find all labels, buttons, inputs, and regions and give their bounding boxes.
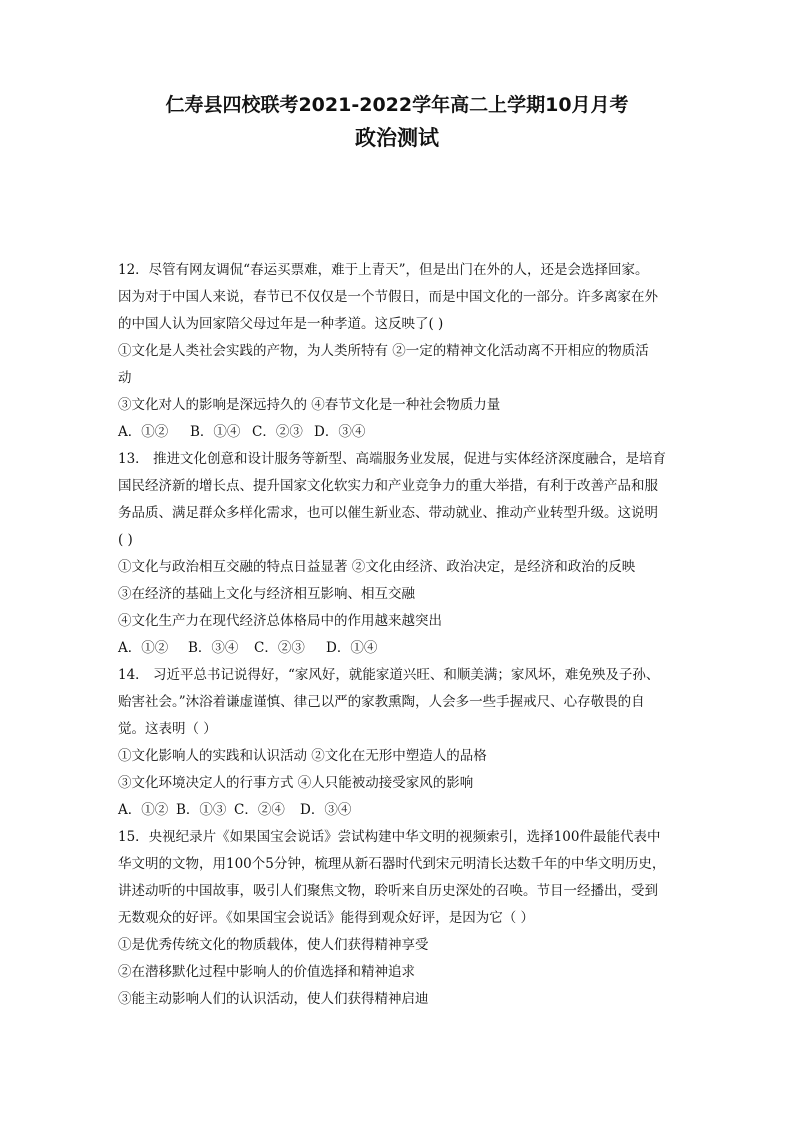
option-d: D．③④ <box>314 424 366 440</box>
question-stem-line: 觉。这表明（ ） <box>118 721 217 737</box>
statement-line: ③能主动影响人们的认识活动，使人们获得精神启迪 <box>118 991 429 1007</box>
option-b: B．①③ <box>176 802 227 818</box>
exam-title: 仁寿县四校联考2021-2022学年高二上学期10月月考 <box>165 94 629 116</box>
answer-options <box>118 797 680 824</box>
statement-line: 动 <box>118 370 132 386</box>
answer-options <box>118 635 680 662</box>
question-stem-line: 14． 习近平总书记说得好，“家风好，就能家道兴旺、和顺美满；家风坏，难免殃及子孙、 <box>118 667 660 683</box>
statement-line: ①文化与政治相互交融的特点日益显著 ②文化由经济、政治决定，是经济和政治的反映 <box>118 559 636 575</box>
exam-subtitle: 政治测试 <box>355 126 439 150</box>
question-stem-line: 的中国人认为回家陪父母过年是一种孝道。这反映了( ) <box>118 316 444 332</box>
option-c: C．②④ <box>234 802 285 818</box>
question-13 <box>118 446 680 662</box>
question-stem-line: 讲述动听的中国故事，吸引人们聚焦文物，聆听来自历史深处的召唤。节目一经播出，受到 <box>118 883 658 899</box>
option-b: B．③④ <box>188 640 239 656</box>
statement-line: ②在潜移默化过程中影响人的价值选择和精神追求 <box>118 964 415 980</box>
question-stem-line: 务品质、满足群众多样化需求，也可以催生新业态、带动就业、推动产业转型升级。这说明 <box>118 505 658 521</box>
question-15 <box>118 824 680 1013</box>
option-a: A．①② <box>118 640 169 656</box>
question-stem-line: 13． 推进文化创意和设计服务等新型、高端服务业发展，促进与实体经济深度融合，是培育 <box>118 451 666 467</box>
statement-line: ①文化影响人的实践和认识活动 ②文化在无形中塑造人的品格 <box>118 748 487 764</box>
statement-line: ①是优秀传统文化的物质载体，使人们获得精神享受 <box>118 937 429 953</box>
question-12 <box>118 257 680 446</box>
statement-line: ①文化是人类社会实践的产物，为人类所特有 ②一定的精神文化活动离不开相应的物质活 <box>118 343 649 359</box>
option-b: B．①④ <box>190 424 241 440</box>
option-c: C．②③ <box>254 640 305 656</box>
question-stem-line: ( ) <box>118 532 133 548</box>
option-a: A．①② <box>118 424 169 440</box>
question-stem-line: 12．尽管有网友调侃“春运买票难，难于上青天”，但是出门在外的人，还是会选择回家。 <box>118 262 649 278</box>
option-d: D．①④ <box>326 640 378 656</box>
statement-line: ③在经济的基础上文化与经济相互影响、相互交融 <box>118 586 415 602</box>
option-a: A．①② <box>118 802 169 818</box>
answer-options <box>118 419 680 446</box>
question-list <box>118 257 680 1013</box>
option-c: C．②③ <box>252 424 303 440</box>
question-14 <box>118 662 680 824</box>
statement-line: ③文化对人的影响是深远持久的 ④春节文化是一种社会物质力量 <box>118 397 501 413</box>
question-stem-line: 15．央视纪录片《如果国宝会说话》尝试构建中华文明的视频索引，选择100件最能代表中 <box>118 829 661 845</box>
question-stem-line: 国民经济新的增长点、提升国家文化软实力和产业竞争力的重大举措，有利于改善产品和服 <box>118 478 658 494</box>
question-stem-line: 因为对于中国人来说，春节已不仅仅是一个节假日，而是中国文化的一部分。许多离家在外 <box>118 289 658 305</box>
statement-line: ④文化生产力在现代经济总体格局中的作用越来越突出 <box>118 613 442 629</box>
question-stem-line: 无数观众的好评。《如果国宝会说话》能得到观众好评，是因为它（ ） <box>118 910 535 926</box>
question-stem-line: 华文明的文物，用100个5分钟，梳理从新石器时代到宋元明清长达数千年的中华文明历史， <box>118 856 666 872</box>
statement-line: ③文化环境决定人的行事方式 ④人只能被动接受家风的影响 <box>118 775 474 791</box>
option-d: D．③④ <box>300 802 352 818</box>
question-stem-line: 贻害社会。”沐浴着谦虚谨慎、律己以严的家教熏陶，人会多一些手握戒尺、心存敬畏的自 <box>118 694 645 710</box>
